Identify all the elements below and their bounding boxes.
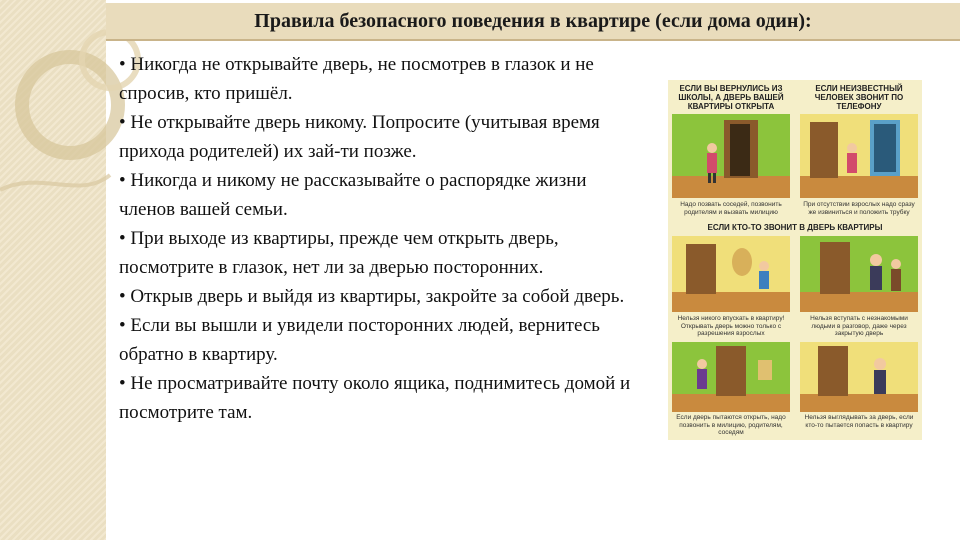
rule-item: • Не просматривайте почту около ящика, поднимитесь домой и посмотрите там.	[119, 373, 631, 423]
poster-caption: Надо позвать соседей, позвонить родителям и вызвать милицию	[680, 201, 782, 216]
rule-item: • Если вы вышли и увидели посторонних людей, вернитесь обратно в квартиру.	[119, 315, 600, 365]
rule-item: • Никогда и никому не рассказывайте о распорядке жизни членов вашей семьи.	[119, 170, 587, 220]
rule-item: • Не открывайте дверь никому. Попросите (учитывая время прихода родителей) их зай-ти позже.	[119, 112, 600, 162]
safety-poster	[668, 80, 922, 440]
poster-caption: Если дверь пытаются открыть, надо позвонить в милицию, родителям, соседям	[676, 414, 786, 436]
rule-item: • Открыв дверь и выйдя из квартиры, закройте за собой дверь.	[119, 286, 625, 307]
rules-list	[119, 50, 631, 427]
poster-caption: Нельзя выглядывать за дверь, если кто-то пытается попасть в квартиру	[804, 414, 914, 429]
title-bar	[106, 3, 960, 41]
poster-header-middle: ЕСЛИ КТО-ТО ЗВОНИТ В ДВЕРЬ КВАРТИРЫ	[707, 223, 883, 232]
poster-illustration-doorbell	[672, 236, 790, 312]
poster-caption: Нельзя вступать с незнакомыми людьми в разговор, даже через закрытую дверь	[810, 315, 908, 337]
poster-illustration-forced-door	[672, 342, 790, 412]
poster-caption: Нельзя никого впускать в квартиру! Открывать дверь можно только с разрешения взрослых	[677, 315, 785, 337]
poster-header-left: ЕСЛИ ВЫ ВЕРНУЛИСЬ ИЗ ШКОЛЫ, А ДВЕРЬ ВАШЕЙ КВАРТИРЫ ОТКРЫТА	[678, 84, 784, 111]
poster-header-right: ЕСЛИ НЕИЗВЕСТНЫЙ ЧЕЛОВЕК ЗВОНИТ ПО ТЕЛЕФОНУ	[814, 84, 904, 111]
rule-item: • При выходе из квартиры, прежде чем открыть дверь, посмотрите в глазок, нет ли за дверью посторонних.	[119, 228, 559, 278]
poster-illustration-strangers	[800, 236, 918, 312]
poster-illustration-open-door	[672, 114, 790, 198]
page-title: Правила безопасного поведения в квартире (если дома один):	[254, 10, 812, 32]
poster-illustration-phone-call	[800, 114, 918, 198]
poster-illustration-stay-inside	[800, 342, 918, 412]
rule-item: • Никогда не открывайте дверь, не посмотрев в глазок и не спросив, кто пришёл.	[119, 54, 594, 104]
poster-caption: При отсутствии взрослых надо сразу же извиниться и положить трубку	[803, 201, 915, 216]
